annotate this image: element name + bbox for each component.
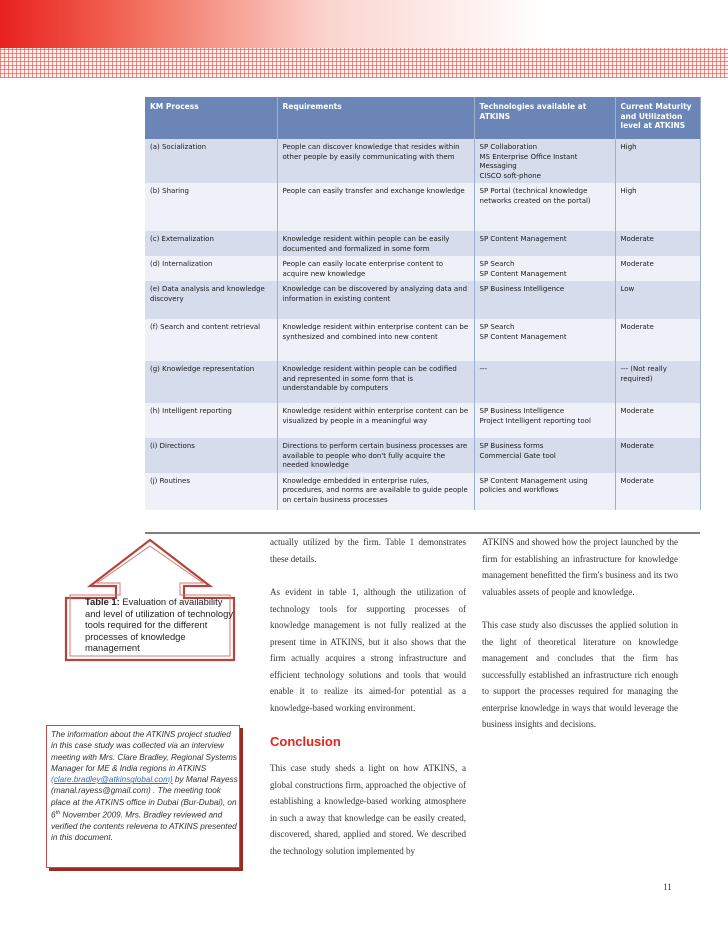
conclusion-heading: Conclusion bbox=[270, 734, 341, 749]
table-row bbox=[145, 139, 700, 183]
cell-process: (d) Internalization bbox=[145, 256, 277, 281]
cell-technology: SP Search SP Content Management bbox=[474, 256, 615, 281]
caption-text: Evaluation of availability and level of utilization of technology tools required for the different processes of knowledge management bbox=[85, 596, 234, 653]
table-row bbox=[145, 438, 700, 473]
header-technologies: Technologies available at ATKINS bbox=[474, 97, 615, 139]
km-table-figure bbox=[145, 97, 700, 531]
paragraph: As evident in table 1, although the utilization of technology tools for supporting processes of knowledge management is not fully realized at the present time in ATKINS, but it also shows that the firm actually acquires a strong infrastructure and efficient technology solutions and tools that would enable it to realize its aimed-for potential as a knowledge-based working environment. bbox=[270, 587, 466, 713]
cell-requirement: Knowledge resident within enterprise content can be synthesized and combined into new content bbox=[277, 319, 474, 361]
cell-maturity: Moderate bbox=[615, 231, 700, 256]
paragraph: ATKINS and showed how the project launched by the firm for establishing an infrastructure for knowledge management benefitted the firm's business and its two valuables assets of people and knowledge. bbox=[482, 537, 678, 597]
header-maturity: Current Maturity and Utilization level at ATKINS bbox=[615, 97, 700, 139]
table-caption bbox=[85, 596, 233, 654]
cell-technology: SP Business forms Commercial Gate tool bbox=[474, 438, 615, 473]
note-line3: November 2009. Mrs. Bradley reviewed and verified the contents relevena to ATKINS presented in this document. bbox=[51, 810, 237, 843]
header-grid-pattern bbox=[0, 48, 728, 78]
note-line1: The information about the ATKINS project studied in this case study was collected via an interview meeting with Mrs. Clare Bradley, Regional Systems Manager for ME & India regions in ATKINS bbox=[51, 730, 237, 773]
table-row bbox=[145, 231, 700, 256]
cell-requirement: People can easily transfer and exchange knowledge bbox=[277, 183, 474, 231]
caption-label: Table 1: bbox=[85, 596, 120, 607]
km-process-table bbox=[145, 97, 701, 510]
cell-technology: SP Content Management bbox=[474, 231, 615, 256]
table-row bbox=[145, 361, 700, 403]
table-row bbox=[145, 281, 700, 319]
cell-technology: --- bbox=[474, 361, 615, 403]
cell-process: (b) Sharing bbox=[145, 183, 277, 231]
cell-technology: SP Search SP Content Management bbox=[474, 319, 615, 361]
cell-process: (i) Directions bbox=[145, 438, 277, 473]
cell-requirement: Knowledge resident within people can be codified and represented in some form that is understandable by computers bbox=[277, 361, 474, 403]
cell-requirement: People can discover knowledge that resides within other people by easily communicating with them bbox=[277, 139, 474, 183]
cell-process: (j) Routines bbox=[145, 473, 277, 510]
cell-maturity: High bbox=[615, 139, 700, 183]
body-column-right bbox=[482, 534, 678, 733]
body-column-conclusion bbox=[270, 760, 466, 859]
cell-maturity: Moderate bbox=[615, 438, 700, 473]
paragraph: This case study sheds a light on how ATKINS, a global constructions firm, approached the objective of establishing a knowledge-based working atmosphere in such a away that knowledge can be easily created, discovered, shared, applied and stored. We described the technology solution implemented by bbox=[270, 763, 466, 856]
cell-maturity: --- (Not really required) bbox=[615, 361, 700, 403]
table-row bbox=[145, 183, 700, 231]
cell-maturity: Moderate bbox=[615, 473, 700, 510]
cell-requirement: Knowledge resident within enterprise content can be visualized by people in a meaningful way bbox=[277, 403, 474, 438]
cell-requirement: Knowledge can be discovered by analyzing data and information in existing content bbox=[277, 281, 474, 319]
paragraph: actually utilized by the firm. Table 1 demonstrates these details. bbox=[270, 537, 466, 564]
cell-technology: SP Collaboration MS Enterprise Office Instant Messaging CISCO soft-phone bbox=[474, 139, 615, 183]
cell-technology: SP Business Intelligence Project Intelligent reporting tool bbox=[474, 403, 615, 438]
page-number: 11 bbox=[663, 882, 672, 892]
header-requirements: Requirements bbox=[277, 97, 474, 139]
cell-maturity: Moderate bbox=[615, 256, 700, 281]
table-row bbox=[145, 403, 700, 438]
cell-technology: SP Business Intelligence bbox=[474, 281, 615, 319]
cell-maturity: Moderate bbox=[615, 319, 700, 361]
table-row bbox=[145, 256, 700, 281]
body-column-middle bbox=[270, 534, 466, 716]
note-sup: th bbox=[55, 810, 61, 817]
table-row bbox=[145, 473, 700, 510]
cell-maturity: High bbox=[615, 183, 700, 231]
cell-technology: SP Portal (technical knowledge networks created on the portal) bbox=[474, 183, 615, 231]
header-km-process: KM Process bbox=[145, 97, 277, 139]
table-header-row bbox=[145, 97, 700, 139]
note-email-link[interactable]: (clare.bradley@atkinsglobal.com) bbox=[51, 775, 173, 785]
cell-process: (e) Data analysis and knowledge discovery bbox=[145, 281, 277, 319]
header-gradient-band bbox=[0, 0, 728, 48]
cell-process: (a) Socialization bbox=[145, 139, 277, 183]
table-row bbox=[145, 319, 700, 361]
cell-requirement: People can easily locate enterprise content to acquire new knowledge bbox=[277, 256, 474, 281]
cell-process: (g) Knowledge representation bbox=[145, 361, 277, 403]
note-line2: by Manal Rayess (manal.rayess@gmail.com) . The meeting took place at the ATKINS office in Dubai (Bur-Dubai), on 6 bbox=[51, 775, 238, 820]
source-note-box bbox=[46, 725, 240, 868]
cell-requirement: Knowledge embedded in enterprise rules, procedures, and norms are available to guide people on certain business processes bbox=[277, 473, 474, 510]
cell-maturity: Moderate bbox=[615, 403, 700, 438]
cell-technology: SP Content Management using policies and workflows bbox=[474, 473, 615, 510]
cell-requirement: Directions to perform certain business processes are available to people who don't fully acquire the needed knowledge bbox=[277, 438, 474, 473]
cell-requirement: Knowledge resident within people can be easily documented and formalized in some form bbox=[277, 231, 474, 256]
cell-process: (c) Externalization bbox=[145, 231, 277, 256]
cell-maturity: Low bbox=[615, 281, 700, 319]
cell-process: (h) Intelligent reporting bbox=[145, 403, 277, 438]
cell-process: (f) Search and content retrieval bbox=[145, 319, 277, 361]
paragraph: This case study also discusses the applied solution in the light of theoretical literature on knowledge management and concludes that the firm has successfully established an infrastructure rich enough to support the processes required for managing the enterprise knowledge in ways that would leverage the business insights and decisions. bbox=[482, 620, 678, 729]
